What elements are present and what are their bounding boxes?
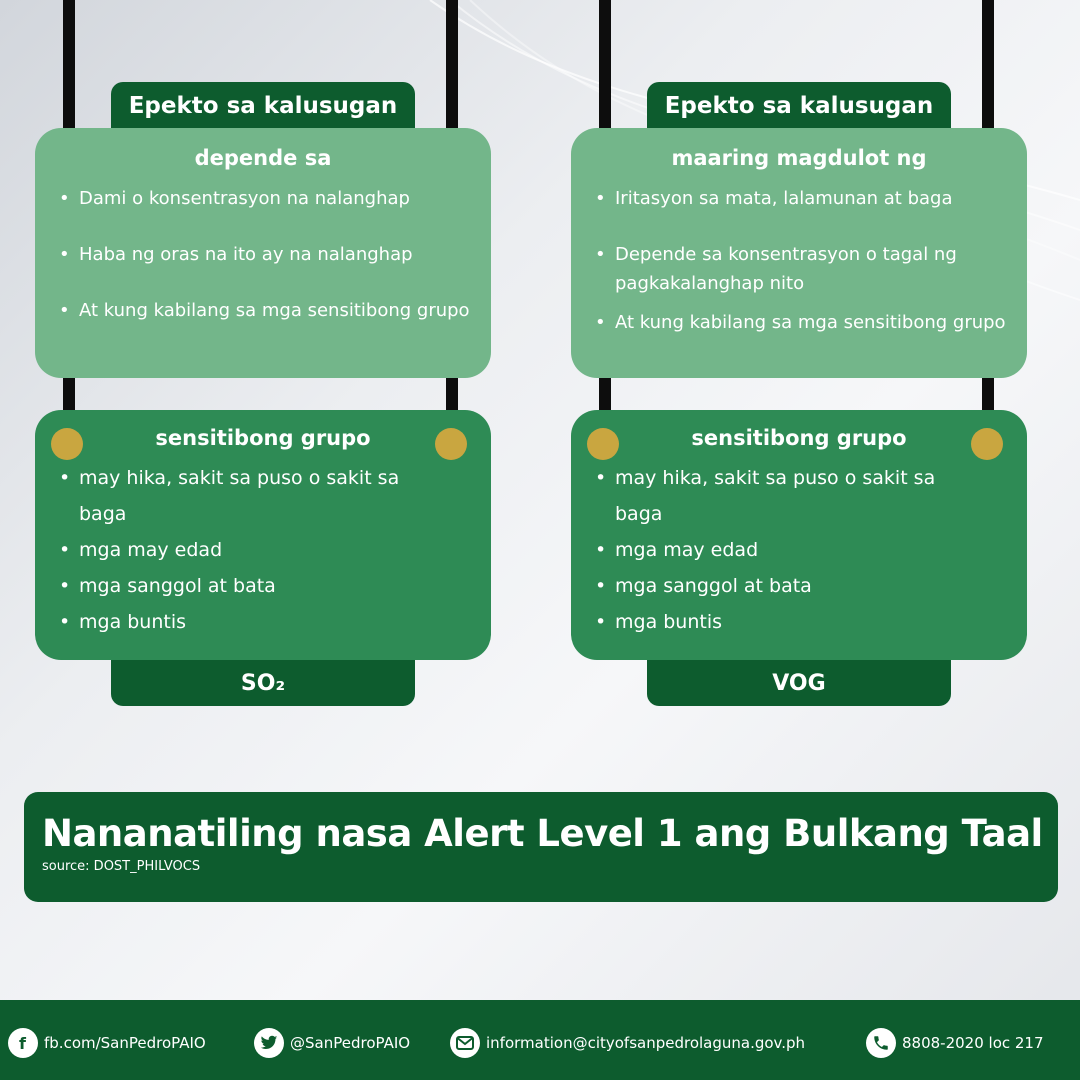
footer-email[interactable]: [450, 1028, 805, 1058]
hanging-rope: [599, 0, 611, 130]
panel-header: Epekto sa kalusugan: [111, 82, 415, 130]
footer-facebook[interactable]: [8, 1028, 206, 1058]
phone-number[interactable]: 8808-2020 loc 217: [902, 1034, 1044, 1052]
hanging-rope: [446, 0, 458, 130]
effects-list: [35, 184, 491, 325]
footer-phone[interactable]: [866, 1028, 1044, 1058]
list-item: • mga may edad: [59, 532, 401, 568]
hanging-rope: [599, 376, 611, 412]
list-item: • mga may edad: [595, 532, 937, 568]
groups-list: [35, 460, 491, 640]
mail-icon: [450, 1028, 480, 1058]
effects-list: [571, 184, 1027, 337]
effects-card: [571, 128, 1027, 378]
groups-title: sensitibong grupo: [155, 426, 371, 450]
svg-text:f: f: [19, 1034, 26, 1052]
banner-source: source: DOST_PHILVOCS: [42, 859, 201, 874]
facebook-icon: [8, 1028, 38, 1058]
twitter-link[interactable]: @SanPedroPAIO: [290, 1034, 411, 1052]
groups-title: sensitibong grupo: [691, 426, 907, 450]
list-item: • Iritasyon sa mata, lalamunan at baga: [595, 184, 1011, 213]
facebook-link[interactable]: fb.com/SanPedroPAIO: [44, 1034, 206, 1052]
decorative-dot: [587, 428, 619, 460]
decorative-dot: [435, 428, 467, 460]
list-item: • mga buntis: [595, 604, 937, 640]
list-item: • Haba ng oras na ito ay na nalanghap: [59, 240, 475, 269]
footer: [0, 1000, 1080, 1080]
effects-card: [35, 128, 491, 378]
effects-intro: maaring magdulot ng: [671, 146, 927, 170]
panel-label: SO₂: [111, 660, 415, 706]
list-item: • mga buntis: [59, 604, 401, 640]
hanging-rope: [63, 0, 75, 130]
groups-list: [571, 460, 1027, 640]
hanging-rope: [63, 376, 75, 412]
hanging-rope: [982, 0, 994, 130]
alert-banner: [24, 792, 1058, 902]
hanging-rope: [982, 376, 994, 412]
decorative-dot: [51, 428, 83, 460]
list-item: • Dami o konsentrasyon na nalanghap: [59, 184, 475, 213]
list-item: • Depende sa konsentrasyon o tagal ng pagkakalanghap nito: [595, 240, 1011, 298]
list-item: • may hika, sakit sa puso o sakit sa baga: [59, 460, 401, 532]
list-item: • may hika, sakit sa puso o sakit sa baga: [595, 460, 937, 532]
sensitive-groups-card: [571, 410, 1027, 660]
list-item: • At kung kabilang sa mga sensitibong grupo: [595, 308, 1011, 337]
list-item: • At kung kabilang sa mga sensitibong grupo: [59, 296, 475, 325]
sensitive-groups-card: [35, 410, 491, 660]
twitter-icon: [254, 1028, 284, 1058]
panel-header: Epekto sa kalusugan: [647, 82, 951, 130]
list-item: • mga sanggol at bata: [595, 568, 937, 604]
footer-twitter[interactable]: [254, 1028, 410, 1058]
banner-title: Nananatiling nasa Alert Level 1 ang Bulkang Taal: [42, 812, 1043, 855]
panel-label: VOG: [647, 660, 951, 706]
phone-icon: [866, 1028, 896, 1058]
email-link[interactable]: information@cityofsanpedrolaguna.gov.ph: [486, 1034, 806, 1052]
effects-intro: depende sa: [194, 146, 332, 170]
decorative-dot: [971, 428, 1003, 460]
list-item: • mga sanggol at bata: [59, 568, 401, 604]
hanging-rope: [446, 376, 458, 412]
